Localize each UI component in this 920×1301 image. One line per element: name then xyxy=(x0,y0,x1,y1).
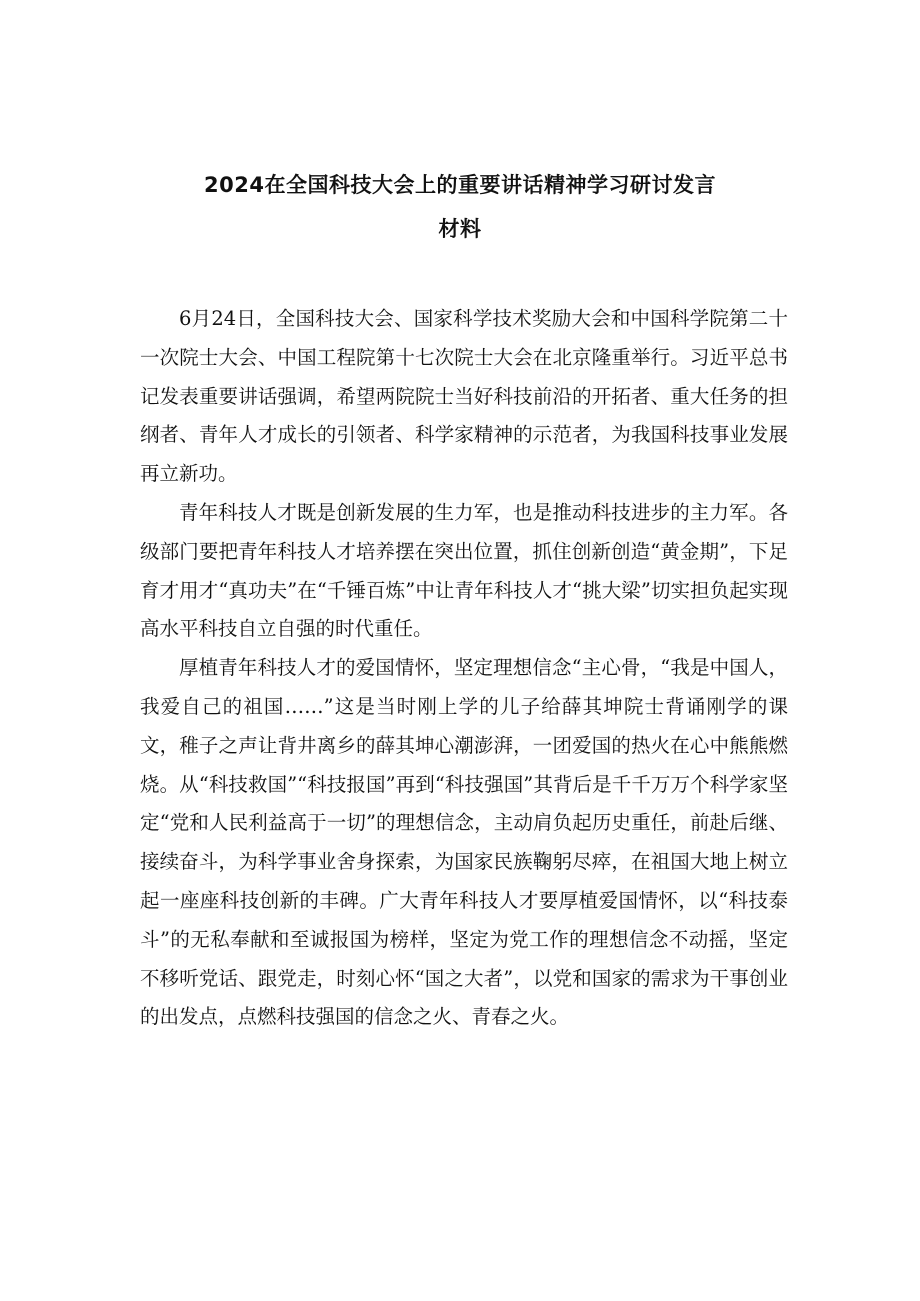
paragraph-3: 厚植青年科技人才的爱国情怀，坚定理想信念“主心骨，“我是中国人，我爱自己的祖国……”这是当时刚上学的儿子给薛其坤院士背诵刚学的课文，稚子之声让背井离乡的薛其坤心潮澎湃，一团爱国的热火在心中熊熊燃烧。从“科技救国”“科技报国”再到“科技强国”其背后是千千万万个科学家坚定“党和人民利益高于一切”的理想信念，主动肩负起历史重任，前赴后继、接续奋斗，为科学事业舍身探索，为国家民族鞠躬尽瘁，在祖国大地上树立起一座座科技创新的丰碑。广大青年科技人才要厚植爱国情怀，以“科技泰斗”的无私奉献和至诚报国为榜样，坚定为党工作的理想信念不动摇，坚定不移听党话、跟党走，时刻心怀“国之大者”，以党和国家的需求为干事创业的出发点，点燃科技强国的信念之火、青春之火。 xyxy=(140,656,788,1029)
paragraph-1: 6月24日，全国科技大会、国家科学技术奖励大会和中国科学院第二十一次院士大会、中国工程院第十七次院士大会在北京隆重举行。习近平总书记发表重要讲话强调，希望两院院士当好科技前沿的开拓者、重大任务的担纲者、青年人才成长的引领者、科学家精神的示范者，为我国科技事业发展再立新功。 xyxy=(140,307,788,486)
document-title-line1: 2024在全国科技大会上的重要讲话精神学习研讨发言 xyxy=(204,173,716,197)
document-body xyxy=(140,300,788,1037)
document-title-line2: 材料 xyxy=(438,217,482,241)
paragraph-2: 青年科技人才既是创新发展的生力军，也是推动科技进步的主力军。各级部门要把青年科技人才培养摆在突出位置，抓住创新创造“黄金期”，下足育才用才“真功夫”在“千锤百炼”中让青年科技人才“挑大梁”切实担负起实现高水平科技自立自强的时代重任。 xyxy=(140,500,788,641)
